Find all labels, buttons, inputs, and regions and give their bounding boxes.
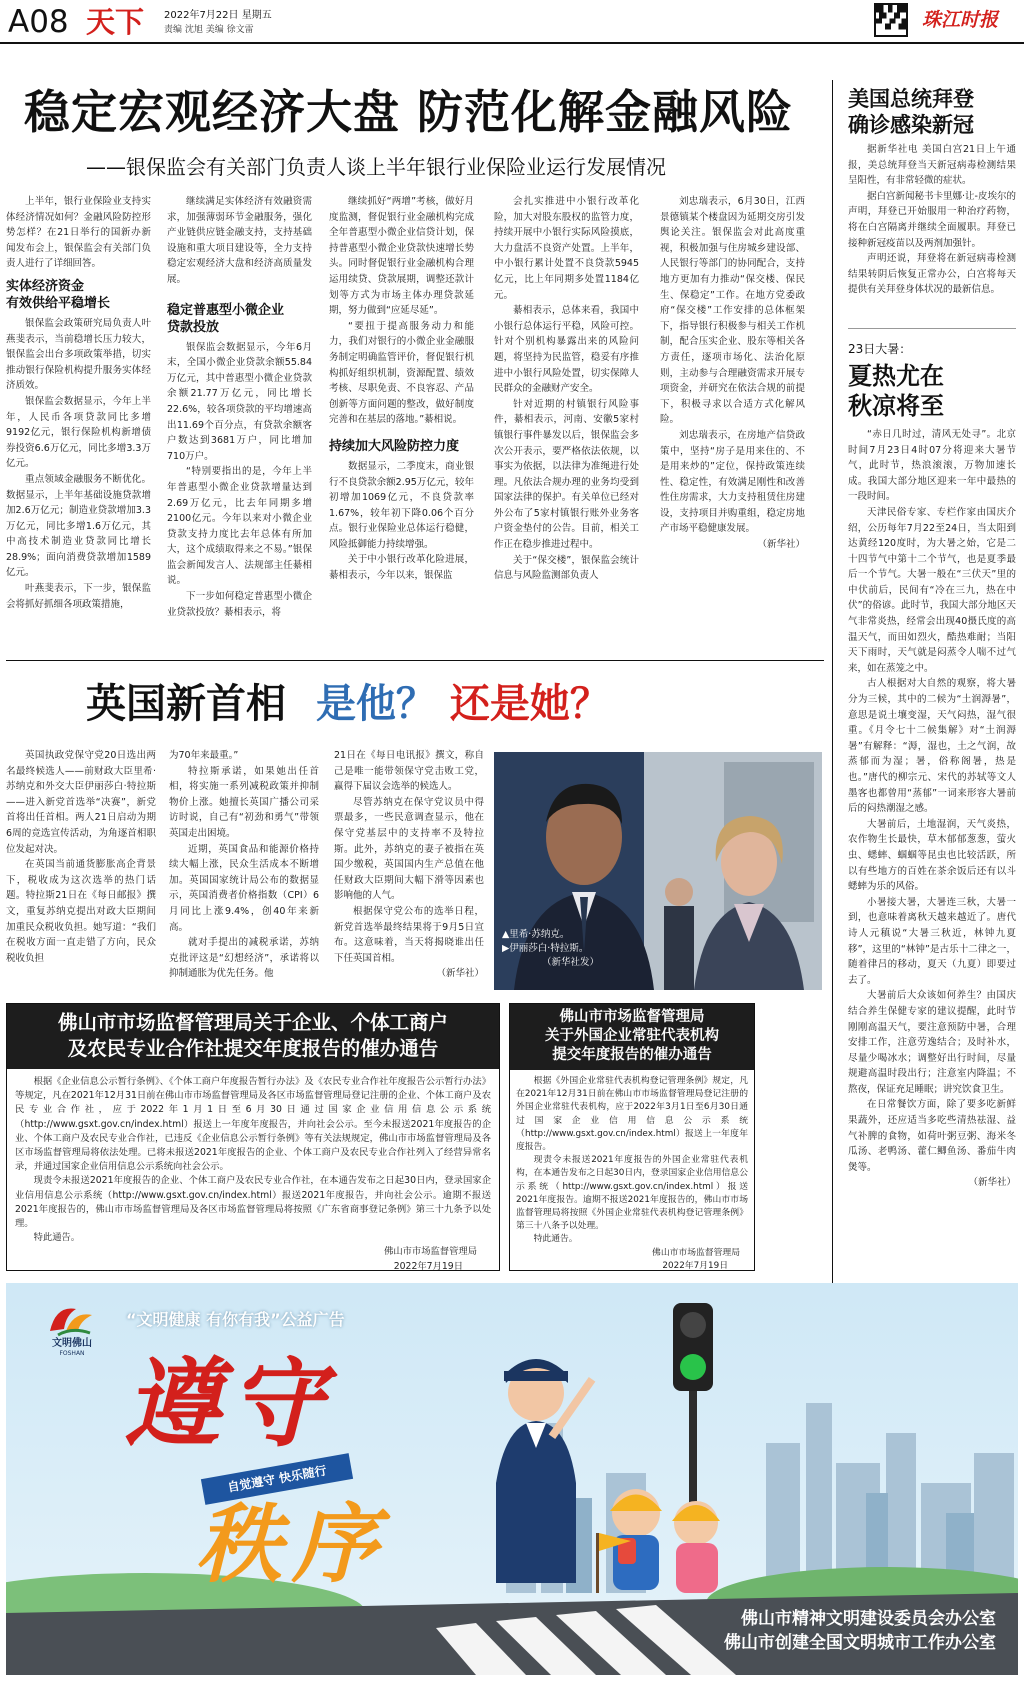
- ad-sponsor-1: 佛山市精神文明建设委员会办公室: [741, 1609, 996, 1629]
- dashu-headline: 夏热尤在 秋凉将至: [848, 360, 944, 420]
- uk-paragraph: 近期，英国食品和能源价格持续大幅上涨，民众生活成本不断增加。英国国家统计局公布的数据显示，英国消费者价格指数（CPI）6月同比上涨9.4%，创40年来新高。: [169, 843, 319, 933]
- lead-credit: （新华社）: [757, 539, 805, 551]
- lead-paragraph: “特别要指出的是，今年上半年普惠型小微企业贷款增量达到2.69万亿元，比去年同期多增2100亿元。今年以来对小微企业贷款支持力度比去年总体有所加大，这个成绩取得来之不易。”银保监会新闻发言人、法规部主任綦相说。: [167, 466, 312, 587]
- lead-paragraph: 重点领域金融服务不断优化。数据显示，上半年基础设施贷款增加2.6万亿元；制造业贷款增加3.3万亿元，同比多增1.6万亿元，其中高技术制造业贷款同比增长28.9%；面向消费贷款增加1589亿元。: [6, 473, 151, 579]
- lead-subhead-2: 稳定普惠型小微企业 贷款投放: [167, 302, 285, 335]
- notice-2-signature: 佛山市市场监督管理局: [652, 1247, 740, 1258]
- notice-2-title-line-3: 提交年度报告的催办通告: [552, 1047, 712, 1063]
- masthead-rule: [0, 42, 1024, 44]
- lead-paragraph: 关于“保交楼”，银保监会统计信息与风险监测部负责人: [494, 554, 639, 582]
- notice-2-title-line-1: 佛山市市场监督管理局: [559, 1009, 705, 1025]
- ad-sponsor-2: 佛山市创建全国文明城市工作办公室: [724, 1633, 996, 1653]
- uk-column-3: [334, 748, 484, 982]
- dashu-paragraph: 小暑接大暑，大暑连三秋，大暑一到，也意味着离秋天越来越近了。唐代诗人元稹说“大暑三秋近，林钟九夏移”，这里的“林钟”是古乐十二律之一，随着律吕的移动，夏天（九夏）即要过去了。: [848, 896, 1016, 986]
- editors-line: 责编 沈旭 美编 徐文雷: [164, 25, 254, 35]
- public-service-ad: [6, 1283, 1018, 1675]
- ad-sponsors: [566, 1607, 996, 1655]
- lead-paragraph: 继续抓好“两增”考核，做好月度监测，督促银行业金融机构完成全年普惠型小微企业信贷计划，保持普惠型小微企业贷款快速增长势头。同时督促银行业金融机构合理运用续贷、贷款展期，调整还款计划等方式为市场主体办理贷款延期，努力做到“应延尽延”。: [329, 196, 474, 317]
- uk-paragraph: 特拉斯承诺，如果她出任首相，将实施一系列减税政策并抑制物价上涨。她擅长英国广播公司采访时说，自己有“初劲和勇气”带领英国走出困境。: [169, 765, 319, 839]
- notice-1-title-line-2: 及农民专业合作社提交年度报告的催办通告: [67, 1037, 439, 1060]
- lead-paragraph: “要扭于提高服务动力和能力，我们对银行的小微企业金融服务制定明确监管评价，督促银行机构抓好组织机制，资源配置、绩效考核、尽职免责、不良容忍、产品创新等方面问题的整改，做好制度完善和在基层的落地。”綦相说。: [329, 320, 474, 426]
- uk-paragraph: 在英国当前通货膨胀高企背景下，税收成为这次选举的热门话题。特拉斯21日在《每日邮报》撰文，重复苏纳克提出对政大臣期间加重民众税收负担。她写道：“我们在税收方面一直走错了方向，民众税收负担: [6, 859, 156, 964]
- notice-2-body: [510, 1070, 754, 1278]
- notice-2-paragraph: 根据《外国企业常驻代表机构登记管理条例》规定，凡在2021年12月31日前在佛山市市场监督管理局登记注册的外国企业常驻代表机构，应于2022年3月1日至6月30日通过国家企业信用信息公示系统（http://www.gsxt.gov.cn/index.html）报送上一年度年度报告。: [516, 1076, 748, 1153]
- uk-column-2: [169, 748, 319, 982]
- uk-headline: [86, 676, 806, 736]
- column-rule: [832, 80, 833, 1285]
- biden-paragraph: 据白宫新闻秘书卡里娜·让-皮埃尔的声明，拜登已开始服用一种治疗药物，将在白宫隔离并继续全面履职。拜登已接种新冠疫苗以及两剂加强针。: [848, 190, 1016, 249]
- dashu-credit: （新华社）: [968, 1177, 1016, 1189]
- page-code: A08: [8, 4, 69, 40]
- wenming-foshan-logo: [32, 1301, 112, 1363]
- uk-paragraph: 为70年来最重。”: [169, 750, 239, 761]
- lead-paragraph: 银保监会数据显示，今年上半年，人民币各项贷款同比多增9192亿元，银行保险机构新增债券投资6.6万亿元，同比多增3.3万亿元。: [6, 395, 151, 470]
- lead-subhead-1: 实体经济资金 有效供给平稳增长: [6, 278, 111, 311]
- logo-subtext: FOSHAN: [59, 1350, 85, 1357]
- right-column: [848, 86, 1016, 1191]
- notice-1-paragraph: 根据《企业信息公示暂行条例》、《个体工商户年度报告暂行办法》及《农民专业合作社年度报告公示暂行办法》等规定，凡在2021年12月31日前在佛山市市场监督管理局及各区市场监督管理局登记注册的企业、个体工商户及农民专业合作社，应于2022年1月1日至6月30日通过国家企业信用信息公示系统（http://www.gsxt.gov.cn/index.html）报送上一年度年度报告，并向社会公示。至今未报送2021年度报告的企业、个体工商户及农民专业合作社，已违反《企业信息公示暂行条例》等有关法规规定，佛山市市场监督管理局及各区市场监督管理局将依法处理。已将未报送2021年度报告的企业、个体工商户及农民专业合作社列入了经营异常名录，并通过国家企业信用信息公示系统向社会公示。: [15, 1076, 491, 1173]
- uk-paragraph: 尽管苏纳克在保守党议员中得票最多，一些民意调查显示，他在保守党基层中的支持率不及特拉斯。此外，苏纳克的妻子被指在英国少缴税，英国国内生产总值在他任财政大臣期间大幅下滑等因素也影响他的人气。: [334, 796, 484, 902]
- uk-column-1: [6, 748, 156, 966]
- caption-sunak: ▲里希·苏纳克。: [502, 929, 570, 940]
- biden-paragraph: 声明还说，拜登将在新冠病毒检测结果转阴后恢复正常办公，白宫将每天提供有关拜登身体状况的最新信息。: [848, 253, 1016, 296]
- notice-1-paragraph: 现责令未报送2021年度报告的企业、个体工商户及农民专业合作社，在本通告发布之日起30日内，登录国家企业信用信息公示系统（http://www.gsxt.gov.cn/index.html）报送2021年度报告，并向社会公示。逾期不报送2021年度报告的，佛山市市场监督管理局及各区市场监督管理局将按照《广东省商事登记条例》第三十九条予以处理。: [15, 1175, 491, 1230]
- uk-paragraph: 就对手提出的减税承诺，苏纳克批评这是“幻想经济”，承诺将以抑制通胀为优先任务。他: [169, 937, 319, 980]
- issue-date: 2022年7月22日 星期五: [164, 10, 272, 21]
- dashu-paragraph: 在日常餐饮方面，除了要多吃新鲜果蔬外，还应适当多吃些清热祛湿、益气补脾的食物，如荷叶粥豆粥、海米冬瓜汤、老鸭汤、藿仁鲫鱼汤、番茄牛肉煲等。: [848, 1099, 1016, 1173]
- notice-2-title-line-2: 关于外国企业常驻代表机构: [545, 1028, 719, 1044]
- notice-2-title-bar: [510, 1004, 754, 1070]
- logo-mark-svg: [46, 1301, 96, 1337]
- logo-text: 文明佛山: [52, 1338, 92, 1349]
- uk-paragraph: 根据保守党公布的选举日程，新党首选举最终结果将于9月5日宣布。这意味着，当天将揭晓谁出任下任英国首相。: [334, 905, 484, 964]
- lead-paragraph: 银保监会数据显示，今年6月末，全国小微企业贷款余额55.84万亿元，其中普惠型小微企业贷款余额21.77万亿元，同比增长22.6%，较各项贷款的平均增速高出11.69个百分点，有贷款余额客户数达到3681万户，同比增加710万户。: [167, 341, 312, 462]
- uk-headline-red: 还是她？: [449, 680, 610, 727]
- lead-paragraph: 刘忠瑞表示，在房地产信贷政策中，坚持“房子是用来住的、不是用来炒的”定位，保持政策连续性、稳定性，有效满足刚性和改善性住房需求，大力支持租赁住房建设，支持项目并购重组，稳定房地产市场平稳健康发展。: [660, 429, 805, 535]
- notice-1-title-bar: [7, 1004, 499, 1069]
- lead-column-2: [167, 194, 312, 620]
- uk-photo: [494, 752, 822, 990]
- uk-headline-black: 英国新首相: [86, 680, 286, 727]
- notice-2-date: 2022年7月19日: [662, 1260, 728, 1271]
- qr-code-icon: [874, 3, 908, 37]
- caption-credit: （新华社发）: [542, 957, 600, 968]
- lead-paragraph: 会扎实推进中小银行改革化险，加大对股东股权的监管力度，持续开展中小银行实际风险摸底，大力盘活不良资产处置。上半年，中小银行累计处置不良贷款5945亿元，比上年同期多处置1184亿元。: [494, 196, 639, 301]
- lead-subheadline: ——银保监会有关部门负责人谈上半年银行业保险业运行发展情况: [86, 155, 666, 179]
- paper-logo: 珠江时报: [922, 9, 999, 31]
- lead-column-3: [329, 194, 474, 584]
- notice-1-body: [7, 1069, 499, 1280]
- section-rule: [6, 660, 824, 661]
- lead-intro: 上半年，银行业保险业支持实体经济情况如何？金融风险防控形势怎样？在21日举行的国新办新闻发布会上，银保监会有关部门负责人进行了详细回答。: [6, 196, 151, 270]
- uk-photo-caption: [502, 928, 642, 970]
- story-divider: [848, 328, 1016, 329]
- logo-mark-icon: [46, 1301, 96, 1337]
- dashu-paragraph: 大暑前后大众该如何养生？由国庆结合养生保健专家的建议提醒，此时节刚刚高温天气，要注意预防中暑，合理安排工作，注意劳逸结合；及时补水，尽量少喝冰水；调整好出行时间，尽量规避高温时段出行；注意室内降温；不熬夜，保证充足睡眠；讲究饮食卫生。: [848, 990, 1016, 1095]
- lead-paragraph: 针对近期的村镇银行风险事件，綦相表示，河南、安徽5家村镇银行事件暴发以后，银保监会多次公开表示，要严格依法依规，以事实为依据，以法律为准绳进行处理。凡依法合规办理的业务均受到国家法律的保护。有关单位已经对外公布了5家村镇银行账外业务客户资金垫付的公告。目前，相关工作正在稳步推进过程中。: [494, 398, 639, 551]
- uk-headline-blue: 是他？: [315, 680, 436, 727]
- masthead: [0, 0, 1024, 42]
- dashu-paragraph: 天津民俗专家、专栏作家由国庆介绍，公历每年7月22至24日，当太阳到达黄经120度时，为大暑之始，它是二十四节气中第十二个节气，也是夏季最后一个节气。大暑一般在“三伏天”里的中伏前后，民间有“冷在三九，热在中伏”的俗谚。此时节，我国大部分地区天气非常炎热，经常会出现40摄氏度的高温天气，而田如烈火，酷热难耐；当阳天下雨时，天气就是闷蒸令人喘不过气来，如在蒸笼之中。: [848, 506, 1016, 674]
- uk-paragraph: 英国执政党保守党20日选出两名最终候选人——前财政大臣里希·苏纳克和外交大臣伊丽莎白·特拉斯——进入新党首选举“决赛”，新党首将出任首相。两人21日启动为期6周的竞选宣传活动，为角逐首相职位发起对决。: [6, 750, 156, 855]
- notice-1-closing: 特此通告。: [33, 1232, 81, 1244]
- dashu-story: [848, 427, 1016, 1191]
- uk-credit: （新华社）: [436, 968, 484, 980]
- notice-2-paragraph: 现责令未报送2021年度报告的外国企业常驻代表机构，在本通告发布之日起30日内，登录国家企业信用信息公示系统（http://www.gsxt.gov.cn/index.html）报送2021年度报告。逾期不报送2021年度报告的，佛山市市场监督管理局将按照《外国企业常驻代表机构登记管理条例》第三十八条予以处理。: [516, 1155, 748, 1232]
- lead-paragraph: 叶燕斐表示，下一步，银保监会将抓好抓细各项政策措施，: [6, 583, 151, 610]
- biden-headline: 美国总统拜登 确诊感染新冠: [848, 87, 974, 137]
- section-name: 天下: [86, 5, 145, 39]
- lead-headline: 稳定宏观经济大盘 防范化解金融风险: [24, 85, 794, 139]
- dashu-paragraph: 大暑前后，土地湿润，天气炎热，农作物生长最快，草木郁郁葱葱，萤火虫、蟋蟀、蝈蝈等昆虫也比较活跃，所以有些地方的百姓在茶余饭后还有以斗蟋蟀为乐的风俗。: [848, 818, 1016, 893]
- dashu-paragraph: “赤日几时过，清风无处寻”。北京时间7月23日4时07分将迎来大暑节气，此时节，热浪滚滚，万物加速长成。我国大部分地区迎来一年中最热的一段时间。: [848, 428, 1016, 503]
- dashu-paragraph: 古人根据对大自然的观察，将大暑分为三候，其中的二候为“土润溽暑”，意思是说土壤变湿，天气闷热，湿气很重。《月令七十二候集解》对“土润溽暑”有解释：“溽，湿也，土之气润，故蒸郁而为湿；暑，俗称阁暑，热是也。”唐代的柳宗元、宋代的苏轼等文人墨客也都曾用“蒸郁”一词来形容大暑前后的闷热潮湿之感。: [848, 678, 1016, 815]
- ad-slogan-zunshou: 遵守: [124, 1347, 332, 1460]
- notice-2: [509, 1003, 755, 1271]
- ad-ribbon-text: 自觉遵守 快乐随行: [226, 1463, 328, 1495]
- notice-2-closing: 特此通告。: [533, 1234, 578, 1245]
- lead-column-4: [494, 194, 639, 584]
- lead-paragraph: 数据显示，二季度末，商业银行不良贷款余额2.95万亿元，较年初增加1069亿元，不良贷款率1.67%，较年初下降0.06个百分点。银行业保险业总体运行稳健，风险抵御能力持续增强。: [329, 460, 474, 550]
- lead-paragraph: 綦相表示，总体来看，我国中小银行总体运行平稳，风险可控。针对个别机构暴露出来的风险问题，将坚持为民监管，稳妥有序推进中小银行风险处置，切实保障人民群众的金融财产安全。: [494, 305, 639, 395]
- dashu-kicker: 23日大暑：: [848, 341, 912, 356]
- ad-tagline: “文明健康 有你有我”公益广告: [126, 1310, 345, 1329]
- notice-1-signature: 佛山市市场监督管理局: [384, 1246, 477, 1258]
- caption-truss: ▶伊丽莎白·特拉斯。: [502, 943, 589, 954]
- lead-paragraph: 关于中小银行改革化险进展，綦相表示，今年以来，银保监: [329, 554, 474, 582]
- biden-paragraph: 据新华社电 美国白宫21日上午通报，美总统拜登当天新冠病毒检测结果呈阳性，有非常轻微的症状。: [848, 144, 1016, 187]
- lead-paragraph: 银保监会政策研究局负责人叶燕斐表示，当前稳增长压力较大，银保监会出台多项政策举措，切实推动银行保险机构提升服务实体经济质效。: [6, 317, 151, 392]
- biden-story: [848, 142, 1016, 298]
- notice-1: [6, 1003, 500, 1271]
- lead-paragraph: 继续满足实体经济有效融资需求，加强薄弱环节金融服务，强化产业链供应链金融支持，支持基础设施和重大项目建设等，全力支持稳定宏观经济大盘和经济高质量发展。: [167, 196, 312, 285]
- uk-paragraph: 21日在《每日电讯报》撰文，称自己是唯一能带领保守党击败工党，赢得下届议会选举的候选人。: [334, 750, 484, 793]
- notice-1-date: 2022年7月19日: [393, 1260, 463, 1272]
- lead-paragraph: 下一步如何稳定普惠型小微企业贷款投放？綦相表示，将: [167, 591, 312, 618]
- ad-slogan-zhixu: 秩序: [196, 1494, 388, 1595]
- lead-subhead-3: 持续加大风险防控力度: [329, 438, 460, 454]
- lead-paragraph: 刘忠瑞表示，6月30日，江西景德镇某个楼盘因为延期交房引发舆论关注。银保监会对此高度重视，积极加强与住房城乡建设部、人民银行等部门的协同配合，支持地方更加有力推动“保交楼、保民生、保稳定”工作。在地方党委政府“保交楼”工作安排的总体框架下，指导银行积极参与相关工作机制，配合压实企业、股东等相关各方责任，逐项市场化、法治化原则，主动参与合理融资需求开展专项资金，并研究在依法合规的前提下，积极寻求以合适方式化解风险。: [660, 196, 805, 426]
- lead-column-1: [6, 194, 151, 612]
- lead-column-5: [660, 194, 805, 553]
- notice-1-title-line-1: 佛山市市场监督管理局关于企业、个体工商户: [57, 1011, 448, 1034]
